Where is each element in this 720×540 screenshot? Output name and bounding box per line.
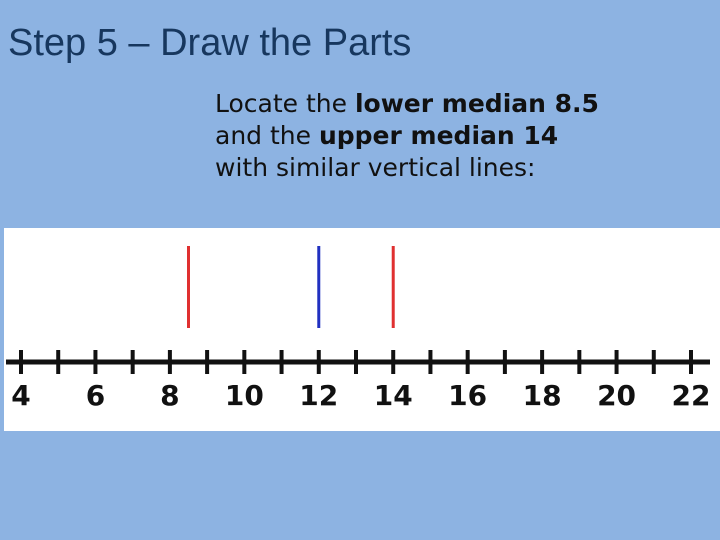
body-line-1-text: Locate the: [215, 89, 355, 118]
tick-label: 18: [522, 379, 562, 412]
body-line-3: with similar vertical lines:: [215, 153, 536, 182]
tick-label: 16: [448, 379, 488, 412]
upper-median-emphasis: upper median 14: [318, 121, 559, 150]
tick-label: 12: [299, 379, 339, 412]
body-line-2-text: and the: [215, 121, 319, 150]
tick-label: 14: [373, 379, 413, 412]
slide-title: Step 5 – Draw the Parts: [8, 22, 412, 64]
tick-label: 10: [224, 379, 264, 412]
tick-label: 22: [671, 379, 711, 412]
tick-label: 6: [85, 379, 106, 412]
lower-median-emphasis: lower median 8.5: [354, 89, 599, 118]
tick-label: 8: [160, 379, 180, 412]
tick-label: 4: [11, 379, 31, 412]
tick-label: 20: [597, 379, 637, 412]
